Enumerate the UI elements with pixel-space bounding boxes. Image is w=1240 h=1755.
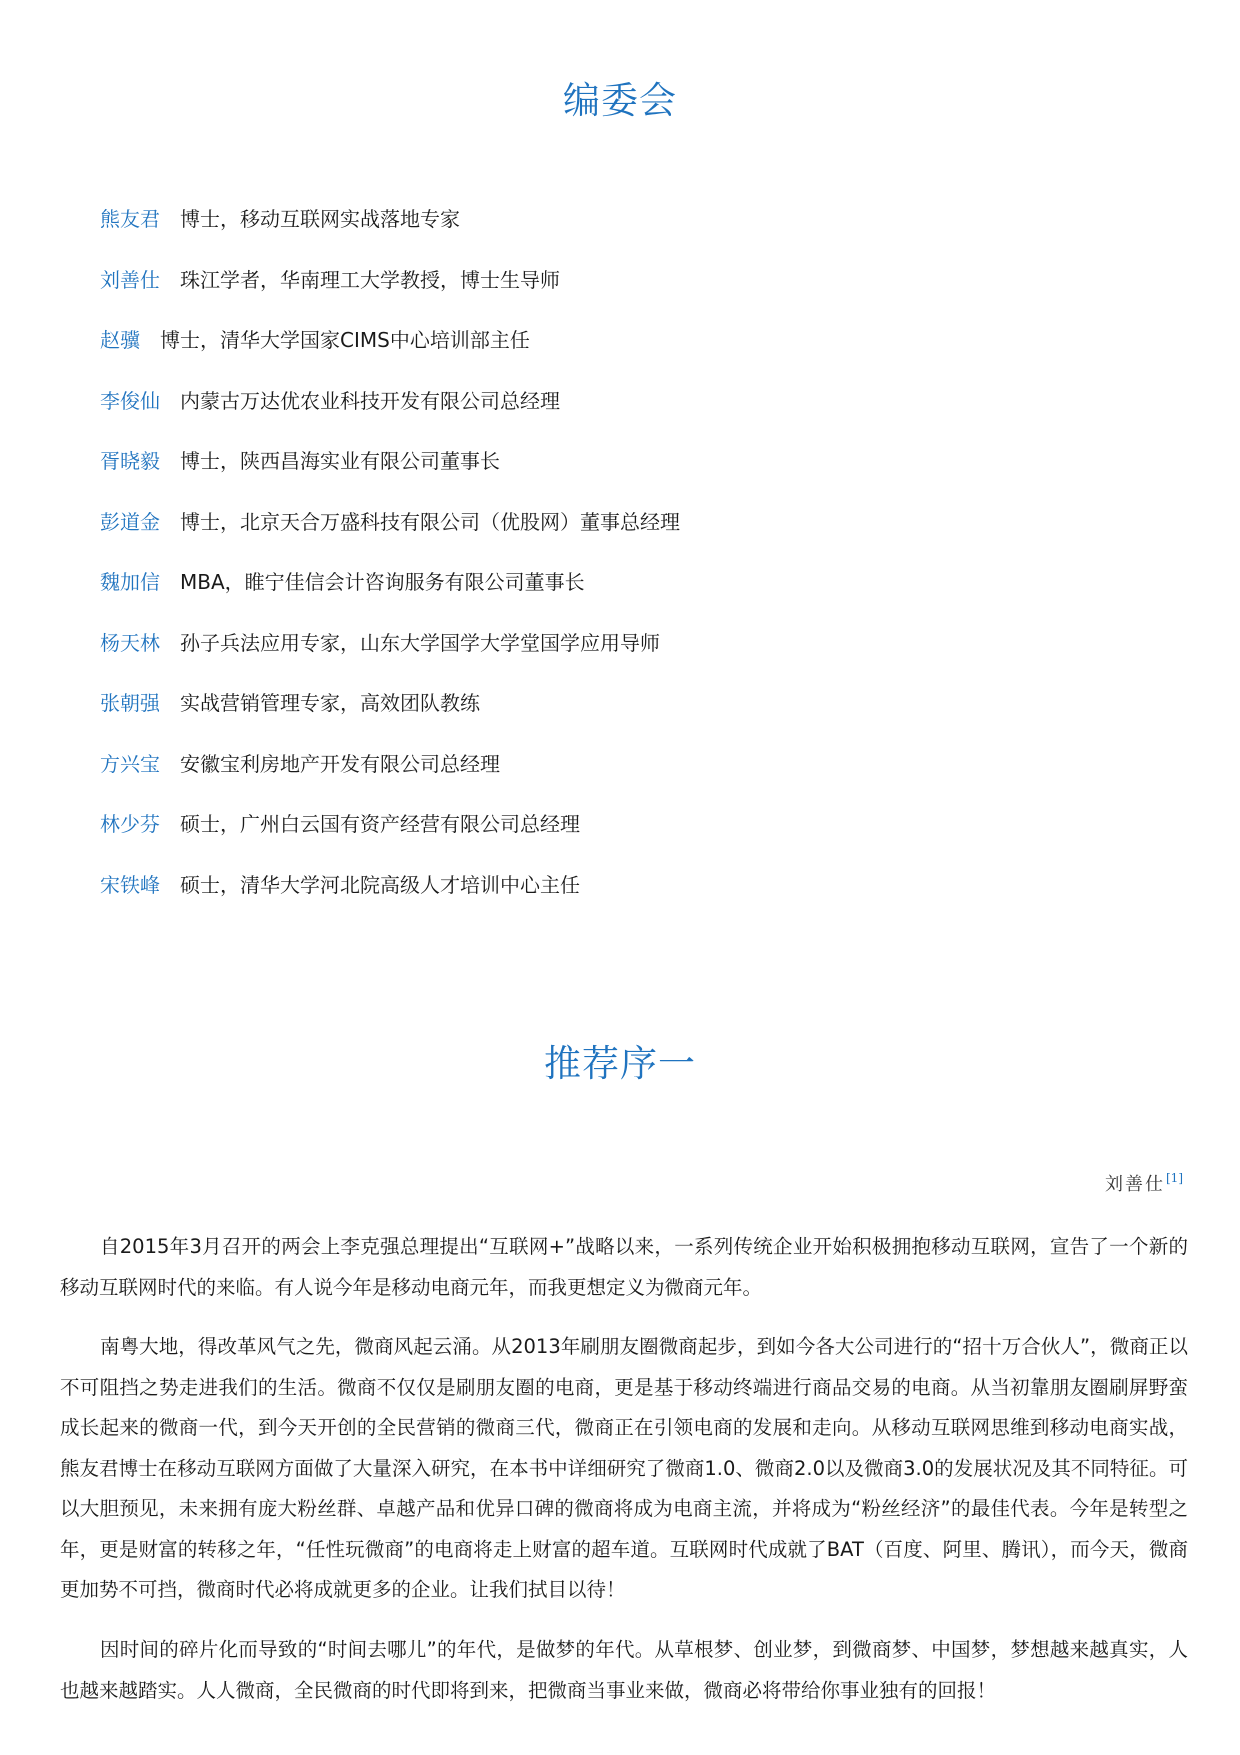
member-name: 李俊仙	[100, 388, 160, 413]
member-name: 赵骥	[100, 328, 140, 352]
member-description: 珠江学者，华南理工大学教授，博士生导师	[180, 267, 560, 292]
member-description: 孙子兵法应用专家，山东大学国学大学堂国学应用导师	[180, 630, 660, 655]
editorial-board-title: 编委会	[563, 79, 677, 122]
preface-title: 推荐序一	[544, 1042, 696, 1085]
preface-paragraph: 南粤大地，得改革风气之先，微商风起云涌。从2013年刷朋友圈微商起步，到如今各大公司进行的“招十万合伙人”，微商正以不可阻挡之势走进我们的生活。微商不仅仅是刷朋友圈的电商，更是基于移动终端进行商品交易的电商。从当初靠朋友圈刷屏野蛮成长起来的微商一代，到今天开创的全民营销的微商三代，微商正在引领电商的发展和走向。从移动互联网思维到移动电商实战，熊友君博士在移动互联网方面做了大量深入研究，在本书中详细研究了微商1.0、微商2.0以及微商3.0的发展状况及其不同特征。可以大胆预见，未来拥有庞大粉丝群、卓越产品和优异口碑的微商将成为电商主流，并将成为“粉丝经济”的最佳代表。今年是转型之年，更是财富的转移之年，“任性玩微商”的电商将走上财富的超车道。互联网时代成就了BAT（百度、阿里、腾讯），而今天，微商更加势不可挡，微商时代必将成就更多的企业。让我们拭目以待！	[60, 1335, 1188, 1601]
member-description: 安徽宝利房地产开发有限公司总经理	[180, 751, 500, 776]
board-member-row	[100, 322, 680, 383]
member-name: 胥晓毅	[100, 449, 160, 473]
board-member-row	[100, 806, 680, 867]
board-member-row	[100, 262, 680, 323]
member-name: 方兴宝	[100, 751, 160, 776]
member-description: 内蒙古万达优农业科技开发有限公司总经理	[180, 388, 560, 413]
member-name: 杨天林	[100, 630, 160, 655]
board-member-row	[100, 867, 680, 928]
footnote-link[interactable]: [1]	[1166, 1171, 1183, 1185]
member-description: 博士，北京天合万盛科技有限公司（优股网）董事总经理	[180, 509, 680, 534]
member-name: 林少芬	[100, 812, 160, 836]
board-member-row	[100, 746, 680, 807]
member-description: 硕士，清华大学河北院高级人才培训中心主任	[180, 872, 580, 897]
author-name: 刘善仕	[1105, 1174, 1165, 1195]
member-name: 张朝强	[100, 691, 160, 715]
member-name: 魏加信	[100, 570, 160, 594]
board-member-row	[100, 443, 680, 504]
member-description: 硕士，广州白云国有资产经营有限公司总经理	[180, 812, 580, 836]
member-name: 宋铁峰	[100, 872, 160, 897]
board-member-row	[100, 201, 680, 262]
board-member-row	[100, 383, 680, 444]
board-member-row	[100, 504, 680, 565]
member-name: 彭道金	[100, 509, 160, 534]
member-description: MBA，睢宁佳信会计咨询服务有限公司董事长	[180, 570, 585, 594]
member-name: 刘善仕	[100, 267, 160, 292]
member-description: 博士，移动互联网实战落地专家	[180, 207, 460, 231]
board-member-row	[100, 685, 680, 746]
board-member-row	[100, 625, 680, 686]
editorial-board-list	[100, 201, 680, 927]
member-description: 博士，陕西昌海实业有限公司董事长	[180, 449, 500, 473]
member-name: 熊友君	[100, 207, 160, 231]
member-description: 博士，清华大学国家CIMS中心培训部主任	[160, 328, 530, 352]
board-member-row	[100, 564, 680, 625]
member-description: 实战营销管理专家，高效团队教练	[180, 691, 480, 715]
preface-author	[1105, 1170, 1183, 1196]
preface-paragraph: 因时间的碎片化而导致的“时间去哪儿”的年代，是做梦的年代。从草根梦、创业梦，到微商梦、中国梦，梦想越来越真实，人也越来越踏实。人人微商，全民微商的时代即将到来，把微商当事业来做，微商必将带给你事业独有的回报！	[60, 1638, 1188, 1702]
preface-paragraph: 自2015年3月召开的两会上李克强总理提出“互联网+”战略以来，一系列传统企业开始积极拥抱移动互联网，宣告了一个新的移动互联网时代的来临。有人说今年是移动电商元年，而我更想定义为微商元年。	[60, 1235, 1188, 1299]
